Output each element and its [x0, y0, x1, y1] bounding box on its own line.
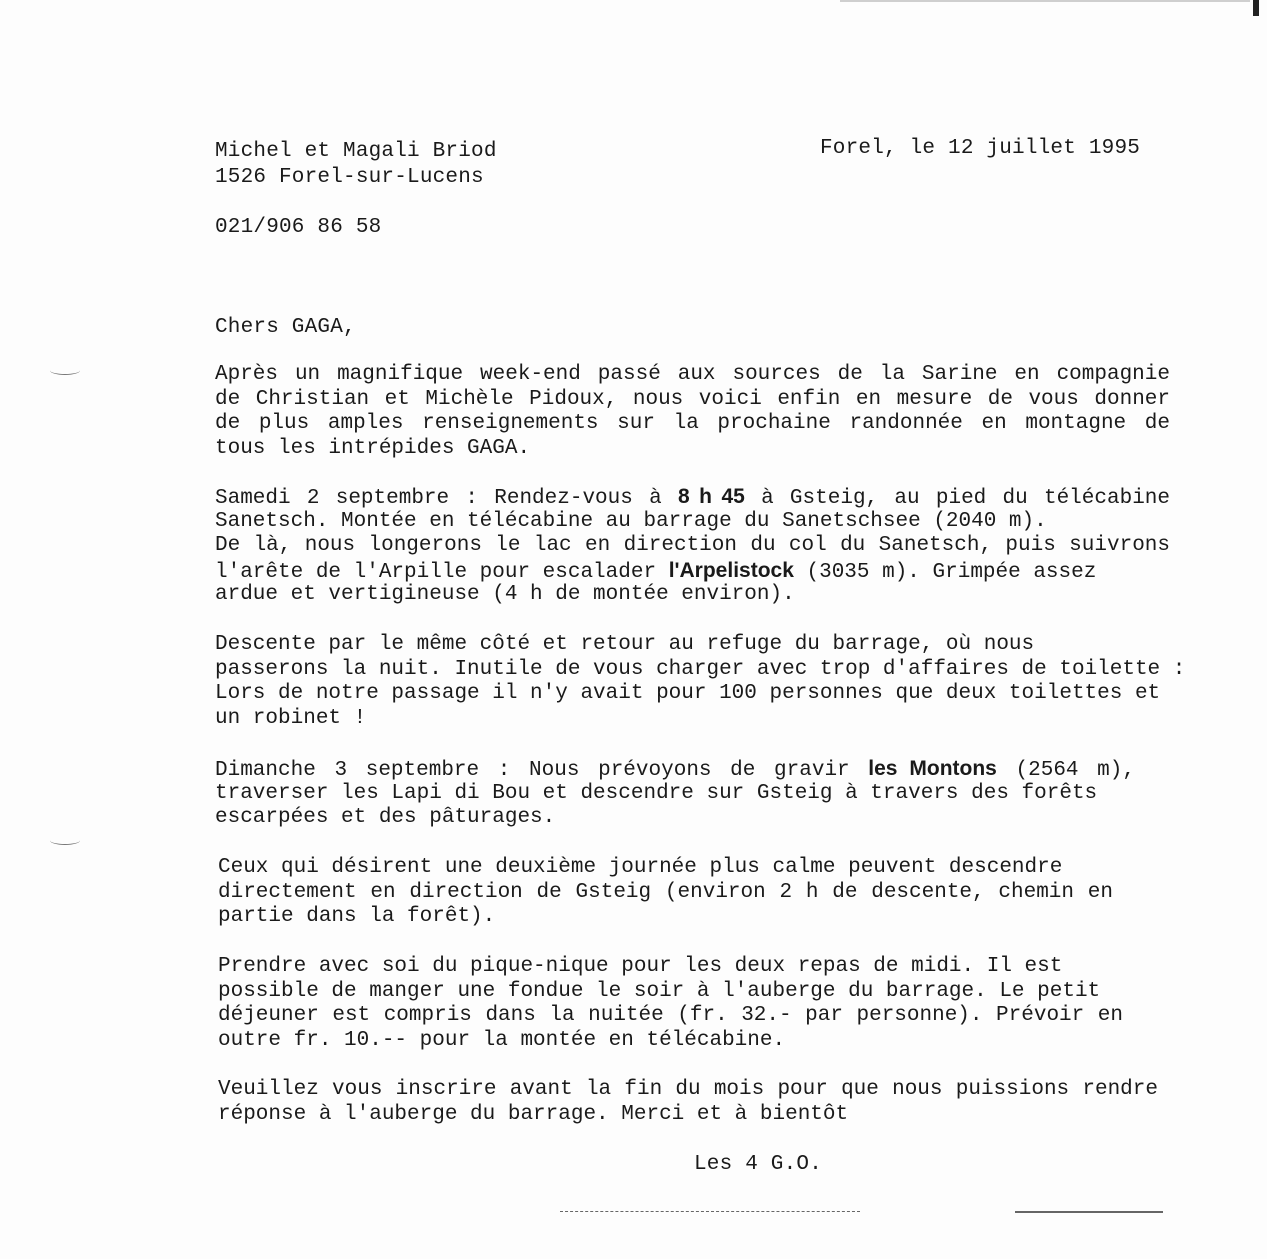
- scan-dashed-line: [560, 1211, 860, 1214]
- greeting: Chers GAGA,: [215, 316, 356, 339]
- meeting-time: 8 h 45: [677, 485, 745, 508]
- paragraph-alternative: [218, 856, 1113, 930]
- scan-top-rule: [840, 0, 1250, 2]
- text-line: réponse à l'auberge du barrage. Merci et à bientôt: [218, 1102, 849, 1126]
- signature: Les 4 G.O.: [694, 1153, 823, 1176]
- paragraph-intro: [215, 363, 1170, 461]
- paragraph-descent: [215, 633, 1186, 731]
- sender-name: Michel et Magali Briod: [215, 140, 497, 163]
- text-line: déjeuner est compris dans la nuitée (fr. 32.- par personne). Prévoir en: [218, 1004, 1123, 1027]
- text-line: ardue et vertigineuse (4 h de montée environ).: [215, 583, 795, 606]
- text-line: possible de manger une fondue le soir à l'auberge du barrage. Le petit: [218, 979, 1101, 1003]
- text-line: Ceux qui désirent une deuxième journée plus calme peuvent descendre: [218, 856, 1063, 879]
- text-line: de plus amples renseignements sur la prochaine randonnée en montagne de: [215, 412, 1170, 435]
- summit-name: l'Arpelistock: [668, 558, 794, 582]
- text-line: outre fr. 10.-- pour la montée en télécabine.: [218, 1028, 786, 1052]
- text-line: l'arête de l'Arpille pour escalader l'Arpelistock (3035 m). Grimpée assez: [215, 558, 1097, 584]
- text-line: partie dans la forêt).: [218, 905, 496, 928]
- text-line: Descente par le même côté et retour au refuge du barrage, où nous: [215, 633, 1035, 656]
- text-line: Samedi 2 septembre : Rendez-vous à 8 h 45 à Gsteig, au pied du télécabine: [215, 485, 1170, 510]
- text-line: un robinet !: [215, 706, 367, 730]
- text-line: passerons la nuit. Inutile de vous charger avec trop d'affaires de toilette :: [215, 657, 1186, 681]
- sender-phone: 021/906 86 58: [215, 216, 382, 239]
- text-line: Sanetsch. Montée en télécabine au barrage du Sanetschsee (2040 m).: [215, 509, 1047, 533]
- margin-mark: [50, 366, 80, 375]
- margin-mark: [50, 836, 80, 845]
- scan-edge-mark: [1253, 0, 1259, 16]
- text-line: Lors de notre passage il n'y avait pour 100 personnes que deux toilettes et: [215, 682, 1161, 705]
- text-line: De là, nous longerons le lac en direction du col du Sanetsch, puis suivrons: [215, 534, 1170, 557]
- text-line: traverser les Lapi di Bou et descendre sur Gsteig à travers des forêts: [215, 781, 1098, 805]
- scan-dashed-line: [1015, 1211, 1163, 1215]
- text-line: Prendre avec soi du pique-nique pour les deux repas de midi. Il est: [218, 955, 1063, 978]
- text-line: directement en direction de Gsteig (environ 2 h de descente, chemin en: [218, 880, 1113, 904]
- text-line: Après un magnifique week-end passé aux sources de la Sarine en compagnie: [215, 363, 1170, 386]
- paragraph-registration: [218, 1078, 1158, 1127]
- text-line: de Christian et Michèle Pidoux, nous voici enfin en mesure de vous donner: [215, 387, 1170, 411]
- paragraph-sunday: [215, 757, 1135, 831]
- text-line: Dimanche 3 septembre : Nous prévoyons de gravir les Montons (2564 m),: [215, 757, 1135, 782]
- summit-name: les Montons: [868, 757, 997, 780]
- text-line: Veuillez vous inscrire avant la fin du mois pour que nous puissions rendre: [218, 1078, 1158, 1101]
- sender-address: 1526 Forel-sur-Lucens: [215, 166, 484, 189]
- text-line: tous les intrépides GAGA.: [215, 436, 531, 460]
- paragraph-saturday: [215, 485, 1170, 608]
- place-date: Forel, le 12 juillet 1995: [820, 137, 1141, 160]
- text-line: escarpées et des pâturages.: [215, 806, 556, 829]
- paragraph-practical: [218, 955, 1123, 1053]
